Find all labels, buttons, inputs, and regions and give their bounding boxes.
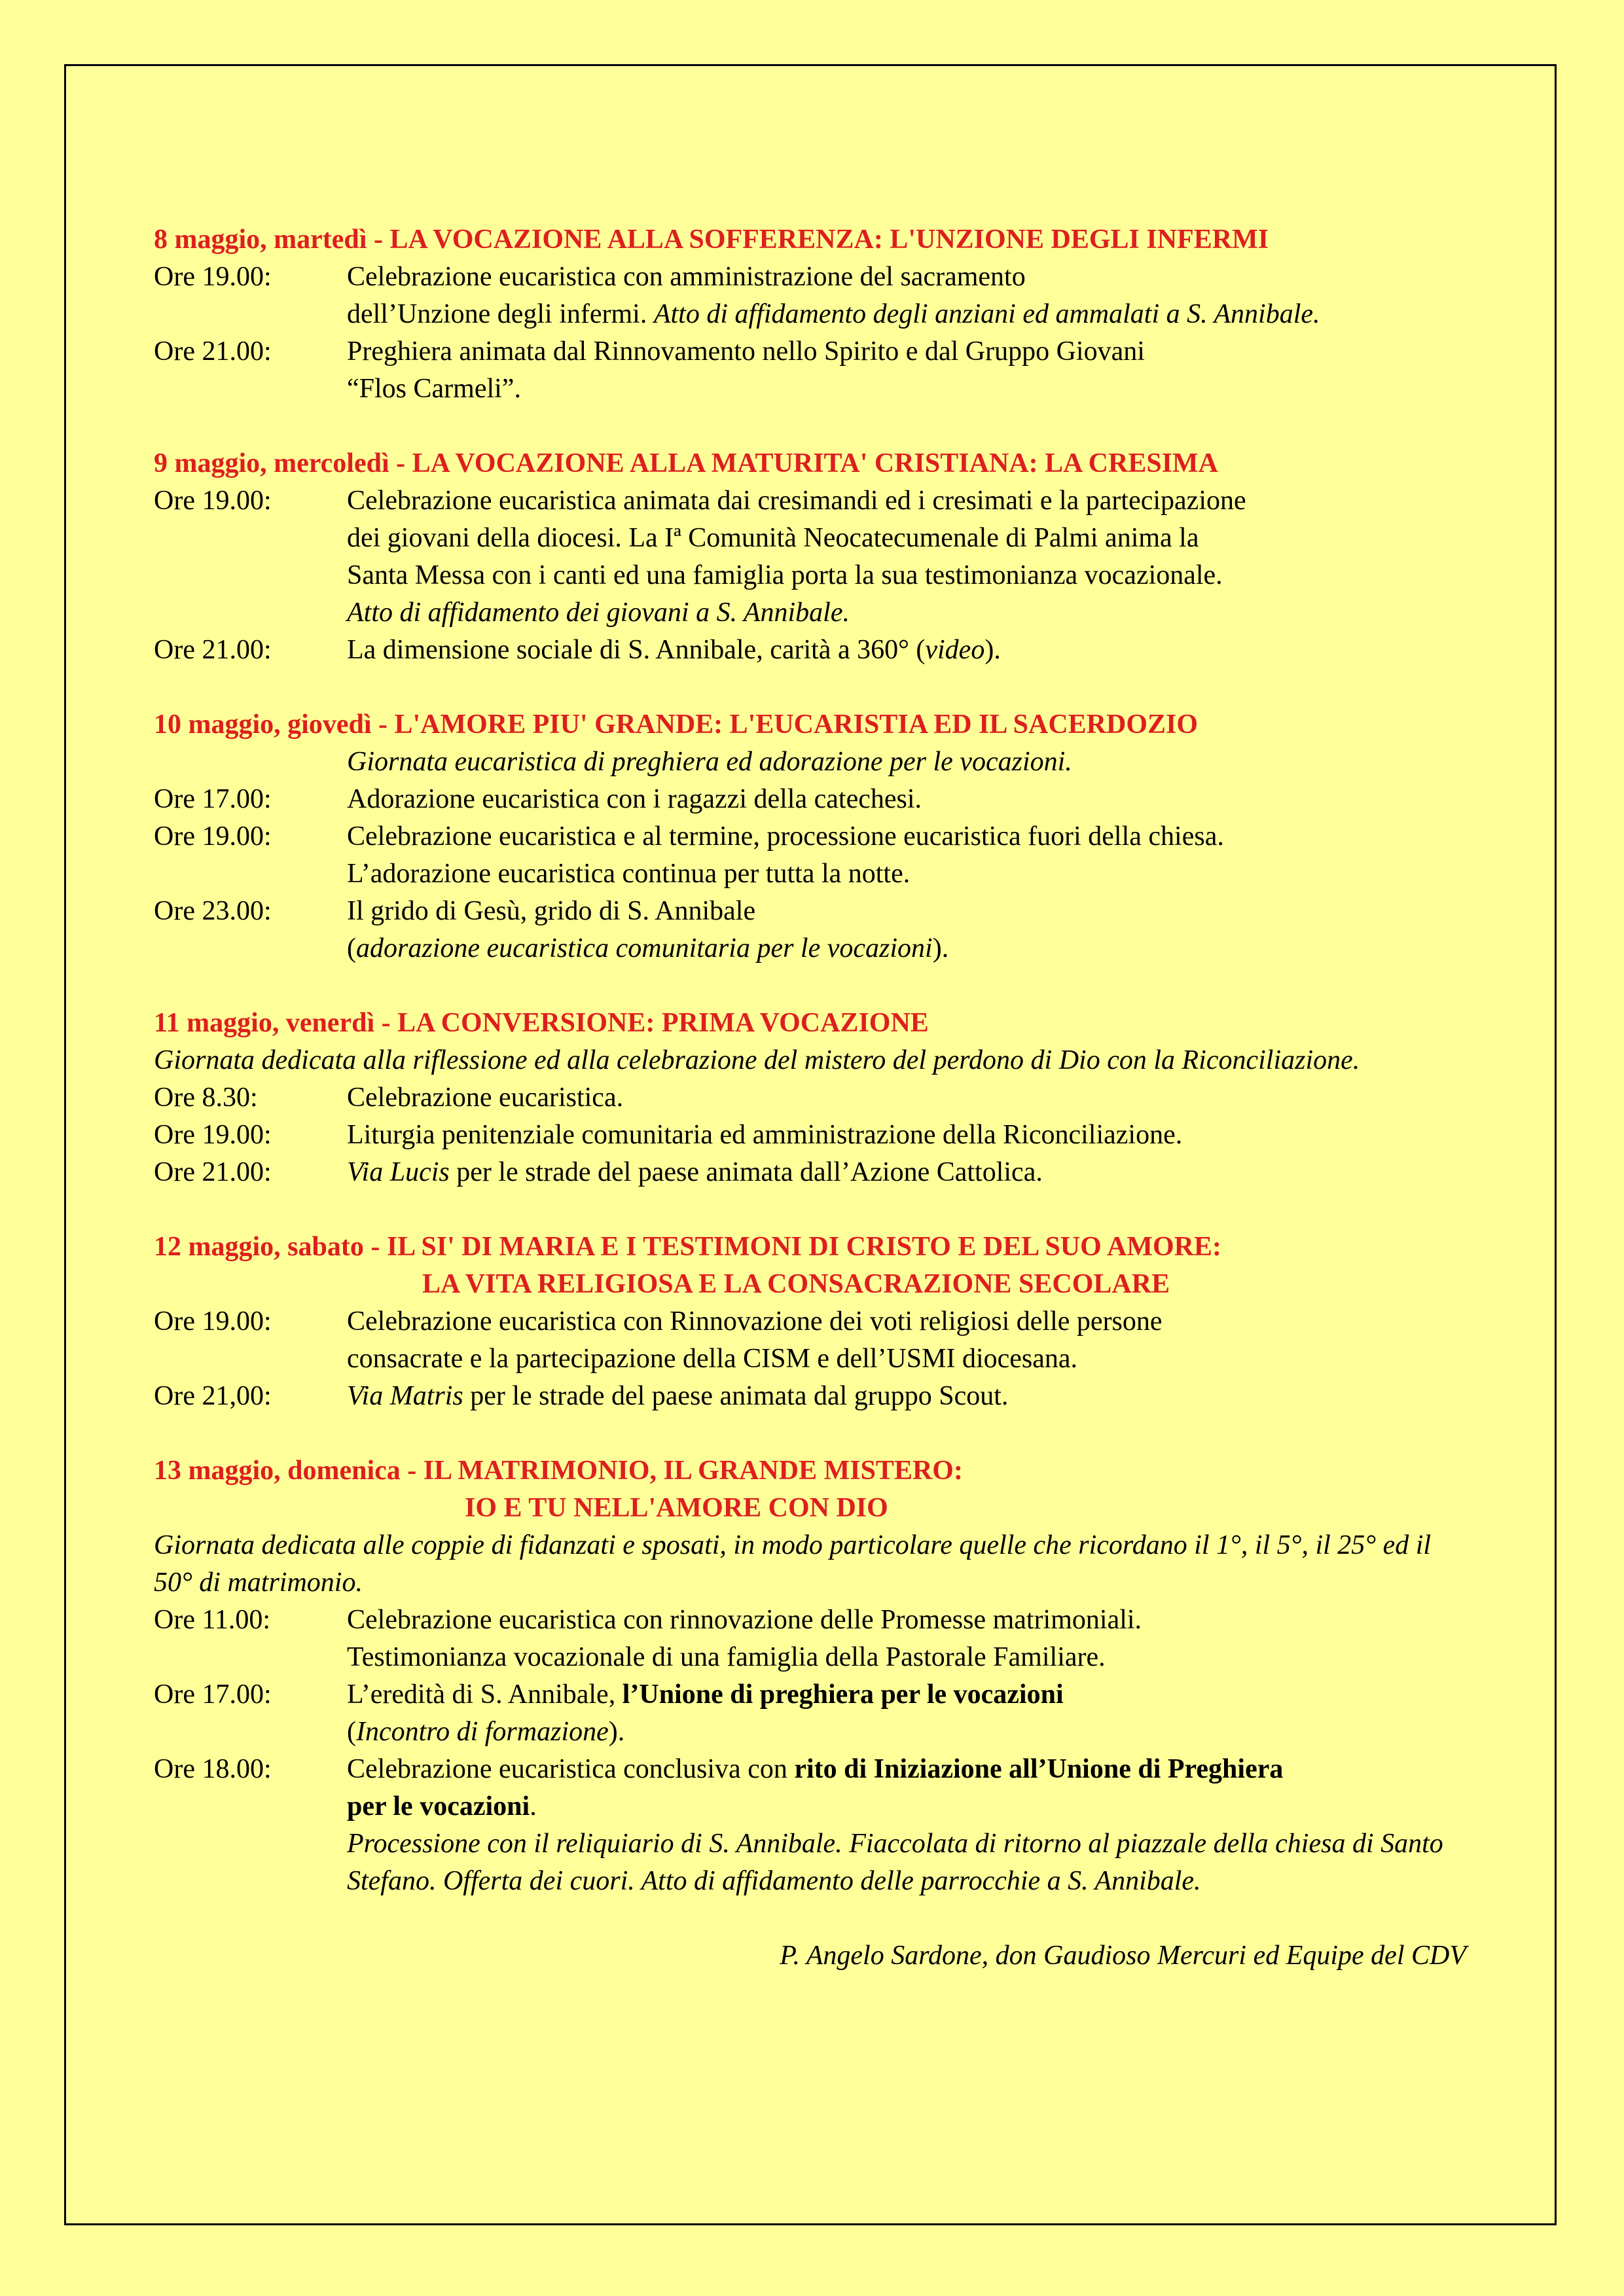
day-intro: Giornata dedicata alle coppie di fidanzati e sposati, in modo particolare quelle che ricordano il 1°, il 5°, il 25° ed il 50° di matrimonio. [154,1530,1432,1598]
event-text [347,1378,1476,1415]
event-note: Atto di affidamento dei giovani a S. Annibale. [347,598,850,628]
signature: P. Angelo Sardone, don Gaudioso Mercuri ed Equipe del CDV [780,1941,1466,1971]
day-section-9-maggio [154,445,1476,669]
event-time: Ore 21.00: [154,635,272,665]
event-time: Ore 21.00: [154,336,272,367]
event-time: Ore 23.00: [154,896,272,926]
day-heading-continued: IO E TU NELL'AMORE CON DIO [465,1493,888,1523]
event-text-part: per le strade del paese animata dal gruppo Scout. [463,1381,1009,1411]
event-text-part: per le strade del paese animata dall’Azione Cattolica. [449,1157,1043,1187]
event-text [347,1154,1476,1191]
event-text [347,632,1476,669]
event-line [347,1751,1476,1788]
day-theme: L'AMORE PIU' GRANDE: L'EUCARISTIA ED IL SACERDOZIO [394,709,1199,740]
day-date: 8 maggio, martedì - [154,224,390,255]
event-note: Atto di affidamento degli anziani ed ammalati a S. Annibale. [653,299,1320,329]
event-row [154,1079,1476,1117]
event-bold: l’Unione di preghiera per le vocazioni [622,1679,1064,1710]
event-line: “Flos Carmeli”. [347,374,521,404]
paren: ). [932,933,949,963]
event-text [347,893,1476,967]
event-row [154,1676,1476,1751]
event-row [154,818,1476,893]
day-section-11-maggio [154,1005,1476,1191]
day-section-13-maggio [154,1452,1476,1900]
event-row [154,1117,1476,1154]
event-line [347,1788,1476,1825]
day-heading [154,445,1476,482]
event-time: Ore 8.30: [154,1083,258,1113]
event-line-text: dell’Unzione degli infermi. [347,299,647,329]
day-theme: IL SI' DI MARIA E I TESTIMONI DI CRISTO E DEL SUO AMORE: [386,1232,1221,1262]
event-bold: rito di Iniziazione all’Unione di Preghiera [794,1754,1284,1784]
event-text-part: L’eredità di S. Annibale, [347,1679,623,1710]
event-line: consacrate e la partecipazione della CISM e dell’USMI diocesana. [347,1344,1078,1374]
event-text [347,1676,1476,1751]
day-section-8-maggio [154,221,1476,408]
event-time: Ore 19.00: [154,262,272,292]
event-em: Via Matris [347,1381,463,1411]
event-line: Celebrazione eucaristica con rinnovazione delle Promesse matrimoniali. [347,1605,1142,1635]
event-line: Preghiera animata dal Rinnovamento nello Spirito e dal Gruppo Giovani [347,336,1145,367]
event-row [154,781,1476,818]
event-row [154,893,1476,967]
day-date: 12 maggio, sabato - [154,1232,387,1262]
event-line [347,930,1476,967]
event-time: Ore 17.00: [154,784,272,814]
program-content [154,221,1476,1975]
paren: ( [347,1717,356,1747]
day-heading [154,221,1476,259]
event-line: Santa Messa con i canti ed una famiglia porta la sua testimonianza vocazionale. [347,560,1223,590]
day-date: 11 maggio, venerdì - [154,1008,398,1038]
event-text [347,1602,1476,1676]
day-heading [154,1005,1476,1042]
event-time: Ore 21,00: [154,1381,272,1411]
event-text [347,1303,1476,1378]
day-heading [154,1229,1476,1266]
day-date: 10 maggio, giovedì - [154,709,395,740]
event-time: Ore 19.00: [154,1306,272,1336]
day-section-12-maggio [154,1229,1476,1415]
day-intro: Giornata dedicata alla riflessione ed alla celebrazione del mistero del perdono di Dio con la Riconciliazione. [154,1045,1360,1075]
event-time: Ore 19.00: [154,1120,272,1150]
event-text: Celebrazione eucaristica. [347,1083,624,1113]
paren: ). [608,1717,625,1747]
event-row [154,1602,1476,1676]
event-text-part: ). [984,635,1001,665]
event-time: Ore 17.00: [154,1679,272,1710]
event-text [347,482,1476,632]
event-text [347,333,1476,408]
event-note: adorazione eucaristica comunitaria per le vocazioni [356,933,933,963]
event-line: Celebrazione eucaristica con amministrazione del sacramento [347,262,1026,292]
paren: ( [347,933,356,963]
event-text [347,818,1476,893]
event-row [154,482,1476,632]
event-video-note: video [925,635,985,665]
event-text: Liturgia penitenziale comunitaria ed amministrazione della Riconciliazione. [347,1120,1183,1150]
event-note: Processione con il reliquiario di S. Annibale. Fiaccolata di ritorno al piazzale della chiesa di Santo Stefano. Offerta dei cuori. Atto di affidamento delle parrocchie a S. Annibale. [347,1829,1443,1896]
day-theme: LA VOCAZIONE ALLA MATURITA' CRISTIANA: LA CRESIMA [412,448,1219,478]
day-theme: LA CONVERSIONE: PRIMA VOCAZIONE [397,1008,929,1038]
event-line: L’adorazione eucaristica continua per tutta la notte. [347,859,911,889]
event-note: Incontro di formazione [356,1717,609,1747]
day-theme: LA VOCAZIONE ALLA SOFFERENZA: L'UNZIONE DEGLI INFERMI [389,224,1269,255]
event-line: Il grido di Gesù, grido di S. Annibale [347,896,756,926]
event-text: Adorazione eucaristica con i ragazzi della catechesi. [347,784,922,814]
day-heading [154,706,1476,744]
event-row [154,632,1476,669]
event-line [347,1713,1476,1751]
day-heading-continued: LA VITA RELIGIOSA E LA CONSACRAZIONE SECOLARE [422,1269,1170,1299]
event-line: Celebrazione eucaristica animata dai cresimandi ed i cresimati e la partecipazione [347,486,1246,516]
event-row [154,259,1476,333]
event-row [154,1751,1476,1900]
day-date: 9 maggio, mercoledì - [154,448,412,478]
event-text-part: . [530,1791,537,1821]
event-row [154,333,1476,408]
event-row [154,1154,1476,1191]
event-time: Ore 11.00: [154,1605,271,1635]
event-time: Ore 19.00: [154,486,272,516]
event-text [347,1751,1476,1900]
event-line: Testimonianza vocazionale di una famiglia della Pastorale Familiare. [347,1642,1106,1672]
event-text-part: La dimensione sociale di S. Annibale, carità a 360° ( [347,635,926,665]
event-text-part: Celebrazione eucaristica conclusiva con [347,1754,795,1784]
day-theme: IL MATRIMONIO, IL GRANDE MISTERO: [423,1456,963,1486]
event-text [347,259,1476,333]
day-heading [154,1452,1476,1490]
event-time: Ore 21.00: [154,1157,272,1187]
day-intro: Giornata eucaristica di preghiera ed adorazione per le vocazioni. [347,747,1072,777]
event-bold: per le vocazioni [347,1791,530,1821]
event-line: Celebrazione eucaristica con Rinnovazione dei voti religiosi delle persone [347,1306,1163,1336]
event-line: Celebrazione eucaristica e al termine, processione eucaristica fuori della chiesa. [347,821,1224,852]
event-em: Via Lucis [347,1157,450,1187]
event-line [347,296,1476,333]
event-line: dei giovani della diocesi. La Iª Comunità Neocatecumenale di Palmi anima la [347,523,1199,553]
day-section-10-maggio [154,706,1476,967]
event-line [347,1676,1476,1713]
event-row [154,1378,1476,1415]
event-time: Ore 19.00: [154,821,272,852]
event-time: Ore 18.00: [154,1754,272,1784]
day-date: 13 maggio, domenica - [154,1456,424,1486]
event-row [154,1303,1476,1378]
